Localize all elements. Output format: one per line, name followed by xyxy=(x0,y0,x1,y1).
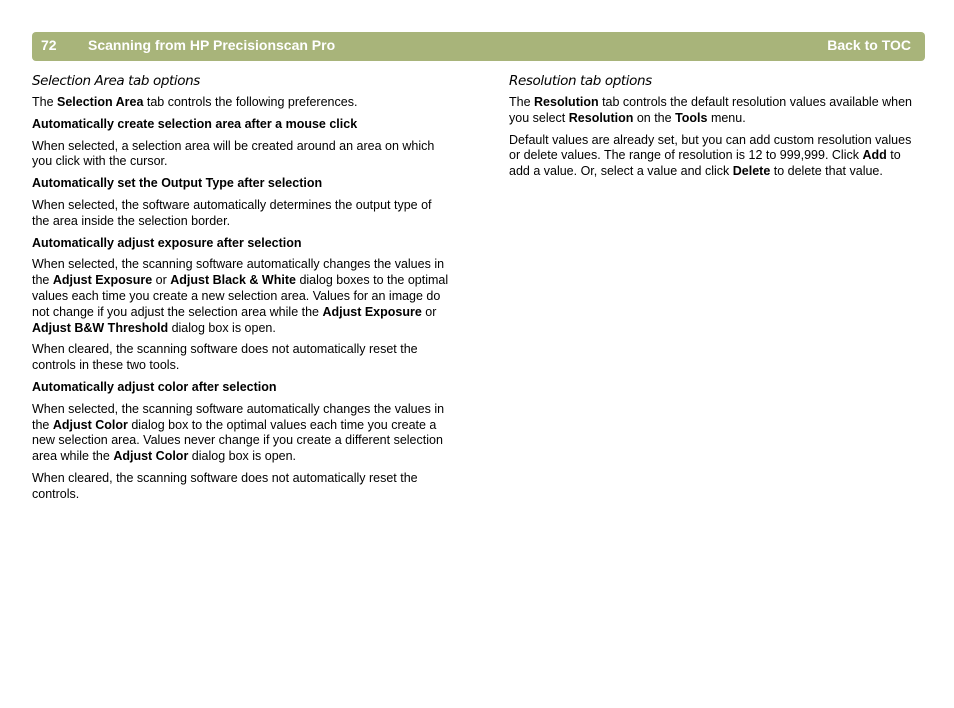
paragraph-color-cleared: When cleared, the scanning software does not automatically reset the controls. xyxy=(32,470,418,501)
section-title-selection-area: Selection Area tab options xyxy=(32,73,200,89)
page-number: 72 xyxy=(41,37,57,53)
subheading-adjust-exposure: Automatically adjust exposure after selection xyxy=(32,235,302,250)
right-column xyxy=(509,72,924,186)
left-column xyxy=(32,72,452,509)
subheading-adjust-color: Automatically adjust color after selection xyxy=(32,379,277,394)
chapter-title: Scanning from HP Precisionscan Pro xyxy=(88,37,336,53)
paragraph-create-selection: When selected, a selection area will be created around an area on which you click with the cursor. xyxy=(32,138,435,169)
subheading-output-type: Automatically set the Output Type after selection xyxy=(32,176,323,191)
section-title-resolution: Resolution tab options xyxy=(509,73,652,89)
back-to-toc-link[interactable]: Back to TOC xyxy=(827,37,911,53)
paragraph-adjust-color: When selected, the scanning software automatically changes the values in the Adjust Color dialog box to the optimal values each time you create a new selection area. Values never change if you create a different selection area while the Adjust Color dialog box is open. xyxy=(32,401,445,464)
paragraph-resolution-intro: The Resolution tab controls the default resolution values available when you select Resolution on the Tools menu. xyxy=(509,95,913,125)
subheading-create-selection: Automatically create selection area after a mouse click xyxy=(32,116,358,131)
page-header-bar xyxy=(32,32,925,61)
intro-paragraph: The Selection Area tab controls the following preferences. xyxy=(32,95,358,109)
paragraph-exposure-cleared: When cleared, the scanning software does not automatically reset the controls in these two tools. xyxy=(32,342,418,373)
paragraph-adjust-exposure: When selected, the scanning software automatically changes the values in the Adjust Exposure or Adjust Black & White dialog boxes to the optimal values each time you create a new selection area. Values for an image do not change if you adjust the selection area while the Adjust Exposure or Adjust B&W Threshold dialog box is open. xyxy=(32,257,449,335)
paragraph-output-type: When selected, the software automatically determines the output type of the area inside the selection border. xyxy=(32,197,432,228)
paragraph-resolution-values: Default values are already set, but you can add custom resolution values or delete values. The range of resolution is 12 to 999,999. Click Add to add a value. Or, select a value and click Delete to delete that value. xyxy=(509,132,912,179)
